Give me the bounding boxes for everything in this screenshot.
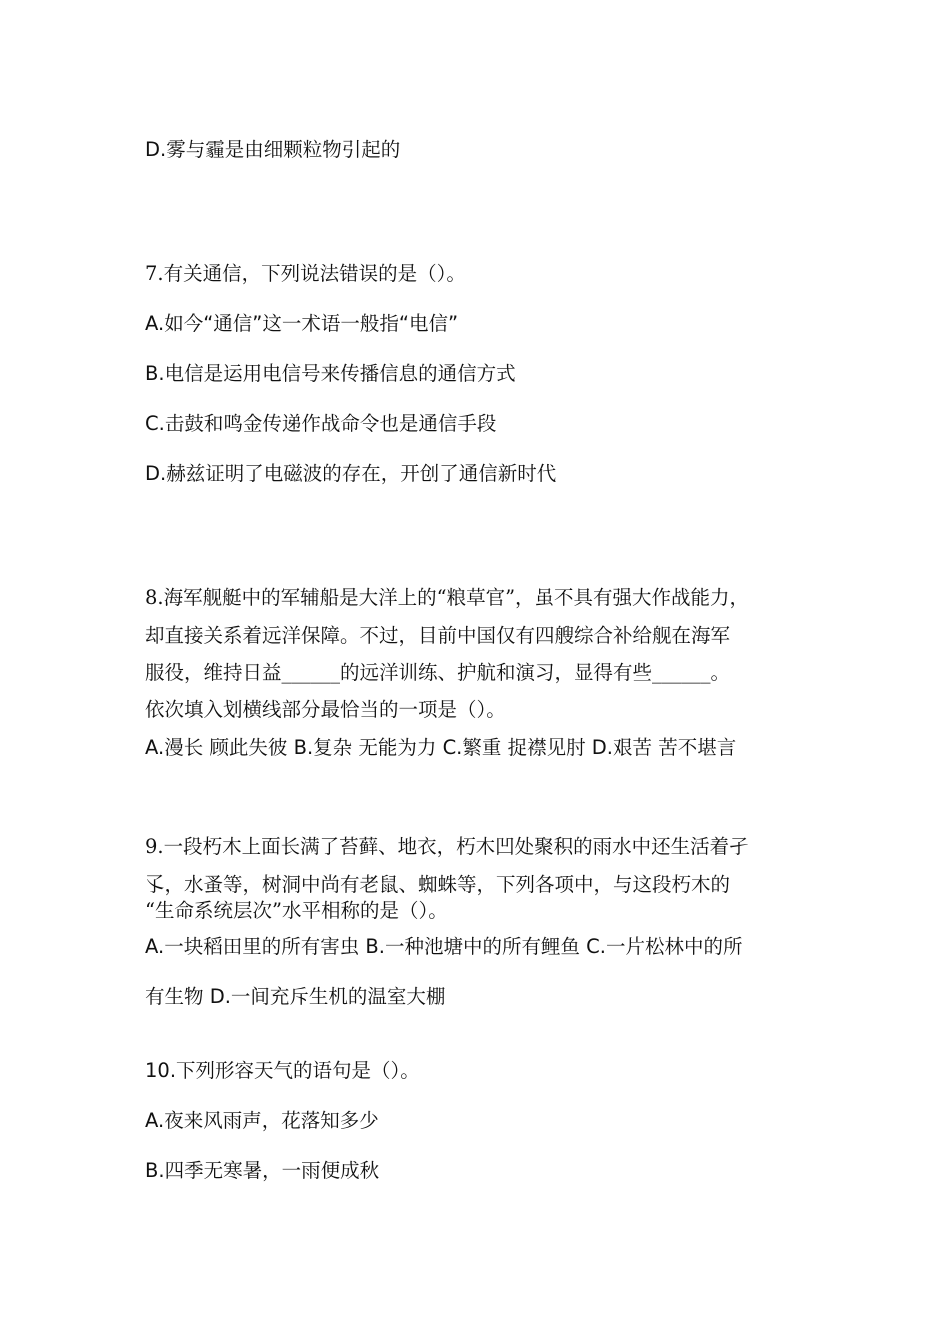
q8-stem-line-1: 8.海军舰艇中的军辅船是大洋上的“粮草官”，虽不具有强大作战能力， xyxy=(145,586,750,609)
q7-option-d: D.赫兹证明了电磁波的存在，开创了通信新时代 xyxy=(145,462,557,485)
q9-options-line-2: 有生物 D.一间充斥生机的温室大棚 xyxy=(145,985,446,1008)
q8-stem-line-4: 依次填入划横线部分最恰当的一项是（）。 xyxy=(145,698,506,721)
q7-stem: 7.有关通信，下列说法错误的是（）。 xyxy=(145,262,466,285)
q10-option-a: A.夜来风雨声，花落知多少 xyxy=(145,1109,379,1132)
q8-stem-line-3: 服役，维持日益______的远洋训练、护航和演习，显得有些______。 xyxy=(145,661,731,684)
q9-stem-line-2: 孓，水蚤等，树洞中尚有老鼠、蜘蛛等，下列各项中，与这段朽木的 xyxy=(145,873,731,896)
q8-options: A.漫长 顾此失彼 B.复杂 无能为力 C.繁重 捉襟见肘 D.艰苦 苦不堪言 xyxy=(145,736,737,759)
q8-stem-line-2: 却直接关系着远洋保障。不过，目前中国仅有四艘综合补给舰在海军 xyxy=(145,624,731,647)
q7-option-c: C.击鼓和鸣金传递作战命令也是通信手段 xyxy=(145,412,497,435)
q10-option-b: B.四季无寒暑，一雨便成秋 xyxy=(145,1159,380,1182)
q7-option-a: A.如今“通信”这一术语一般指“电信” xyxy=(145,312,459,335)
q9-stem-line-1: 9.一段朽木上面长满了苔藓、地衣，朽木凹处聚积的雨水中还生活着孑 xyxy=(145,835,749,858)
q9-stem-line-3: “生命系统层次”水平相称的是（）。 xyxy=(145,899,448,922)
q6-option-d: D.雾与霾是由细颗粒物引起的 xyxy=(145,138,401,161)
q10-stem: 10.下列形容天气的语句是（）。 xyxy=(145,1059,420,1082)
q7-option-b: B.电信是运用电信号来传播信息的通信方式 xyxy=(145,362,516,385)
q9-options-line-1: A.一块稻田里的所有害虫 B.一种池塘中的所有鲤鱼 C.一片松林中的所 xyxy=(145,935,743,958)
